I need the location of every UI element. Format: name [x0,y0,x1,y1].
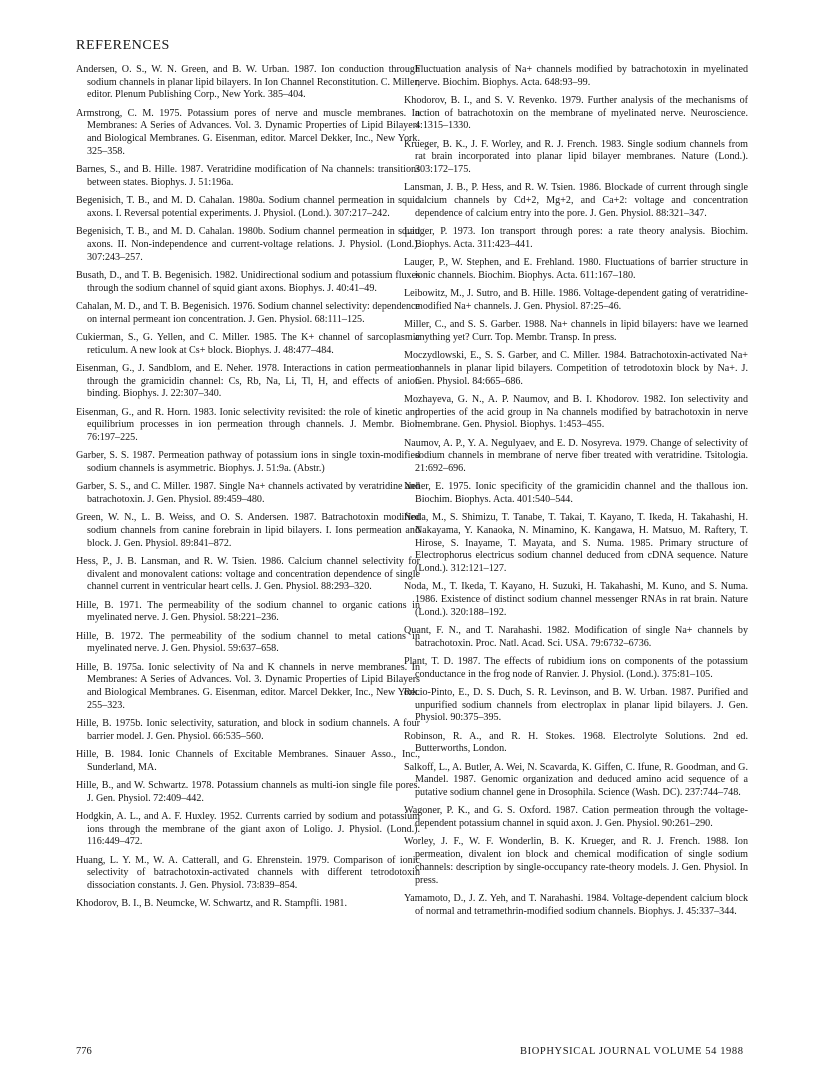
reference-column-left [76,64,420,917]
reference-entry: Begenisich, T. B., and M. D. Cahalan. 1980a. Sodium channel permeation in squid axons. I. Reversal potential experiments. J. Physiol. (Lond.). 307:217–242. [76,195,420,219]
reference-entry: Moczydlowski, E., S. S. Garber, and C. Miller. 1984. Batrachotoxin-activated Na+ channels in planar lipid bilayers. Competition of tetrodotoxin block by Na+. J. Gen. Physiol. 84:665–686. [404,350,748,387]
reference-entry: Krueger, B. K., J. F. Worley, and R. J. French. 1983. Single sodium channels from rat brain incorporated into planar lipid bilayer membranes. Nature (Lond.). 303:172–175. [404,138,748,176]
reference-entry: Noda, M., T. Ikeda, T. Kayano, H. Suzuki, H. Takahashi, M. Kuno, and S. Numa. 1986. Existence of distinct sodium channel messenger RNAs in rat brain. Nature (Lond.). 320:188–192. [404,581,748,618]
reference-entry: Yamamoto, D., J. Z. Yeh, and T. Narahashi. 1984. Voltage-dependent calcium block of normal and tetramethrin-modified sodium channels. Biophys. J. 45:337–344. [404,892,748,917]
reference-entry: Noda, M., S. Shimizu, T. Tanabe, T. Takai, T. Kayano, T. Ikeda, H. Takahashi, H. Nakayama, Y. Kanaoka, N. Minamino, K. Kangawa, H. Matsuo, M. Raftery, T. Hirose, S. Inayame, T. Mayata, and S. Numa. 1985. Primary structure of Electrophorus electricus sodium channel deduced from cDNA sequence. Nature (Lond.). 312:121–127. [404,512,748,575]
reference-entry: Wagoner, P. K., and G. S. Oxford. 1987. Cation permeation through the voltage-dependent potassium channel in squid axon. J. Gen. Physiol. 90:261–290. [404,805,748,830]
reference-entry: Hille, B., and W. Schwartz. 1978. Potassium channels as multi-ion single file pores. J. Gen. Physiol. 72:409–442. [76,780,420,804]
reference-entry: Hille, B. 1975a. Ionic selectivity of Na and K channels in nerve membranes. In Membranes: A Series of Advances. Vol. 3. Dynamic Properties of Lipid Bilayers and Biological Membranes. G. Eisenman, editor. Marcel Dekker, Inc., New York. 255–323. [76,661,420,711]
page-number: 776 [76,1046,92,1057]
reference-entry: Hess, P., J. B. Lansman, and R. W. Tsien. 1986. Calcium channel selectivity for divalent and monovalent cations: voltage and concentration dependence of single channel current in ventricular heart cells. J. Gen. Physiol. 88:293–320. [76,555,420,593]
reference-entry: Green, W. N., L. B. Weiss, and O. S. Andersen. 1987. Batrachotoxin modified sodium channels from canine forebrain in lipid bilayers. I. Ions permeation and block. J. Gen. Physiol. 89:841–872. [76,512,420,549]
reference-entry: Garber, S. S. 1987. Permeation pathway of potassium ions in single toxin-modified sodium channels is asymmetric. Biophys. J. 51:9a. (Abstr.) [76,450,420,474]
reference-entry: Barnes, S., and B. Hille. 1987. Veratridine modification of Na channels: transitions between states. Biophys. J. 51:196a. [76,164,420,188]
reference-entry: Mozhayeva, G. N., A. P. Naumov, and B. I. Khodorov. 1982. Ion selectivity and properties of the acid group in Na channels modified by batrachotoxin in nerve membrane. Gen. Physiol. Biophys. 1:453–455. [404,393,748,431]
reference-entry: Cahalan, M. D., and T. B. Begenisich. 1976. Sodium channel selectivity: dependence on internal permeant ion concentration. J. Gen. Physiol. 68:111–125. [76,300,420,325]
reference-entry: Hille, B. 1972. The permeability of the sodium channel to metal cations in myelinated nerve. J. Gen. Physiol. 59:637–658. [76,630,420,655]
reference-entry: Salkoff, L., A. Butler, A. Wei, N. Scavarda, K. Giffen, C. Ifune, R. Goodman, and G. Mandel. 1987. Genomic organization and deduced amino acid sequence of a putative sodium channel gene in Drosophila. Science (Wash. DC). 237:744–748. [404,761,748,799]
reference-entry: Hille, B. 1984. Ionic Channels of Excitable Membranes. Sinauer Asso., Inc., Sunderland, MA. [76,749,420,773]
reference-entry: Garber, S. S., and C. Miller. 1987. Single Na+ channels activated by veratridine and batrachotoxin. J. Gen. Physiol. 89:459–480. [76,481,420,505]
reference-entry: Fluctuation analysis of Na+ channels modified by batrachotoxin in myelinated nerve. Biochim. Biophys. Acta. 648:93–99. [415,64,748,88]
reference-entry: Quant, F. N., and T. Narahashi. 1982. Modification of single Na+ channels by batrachotoxin. Proc. Natl. Acad. Sci. USA. 79:6732–6736. [404,625,748,649]
reference-entry: Hille, B. 1975b. Ionic selectivity, saturation, and block in sodium channels. A four barrier model. J. Gen. Physiol. 66:535–560. [76,718,420,742]
reference-entry: Eisenman, G., J. Sandblom, and E. Neher. 1978. Interactions in cation permeation through the gramicidin channel: Cs, Rb, Na, Li, Tl, H, and effects of anion binding. Biophys. J. 22:307–340. [76,362,420,400]
reference-entry: Khodorov, B. I., B. Neumcke, W. Schwartz, and R. Stampfli. 1981. [76,898,348,910]
reference-entry: Huang, L. Y. M., W. A. Catterall, and G. Ehrenstein. 1979. Comparison of ionic selectivity of batrachotoxin-activated channels with different tetrodotoxin dissociation constants. J. Gen. Physiol. 73:839–854. [76,854,420,892]
reference-entry: Begenisich, T. B., and M. D. Cahalan. 1980b. Sodium channel permeation in squid axons. II. Non-independence and current-voltage relations. J. Physiol. (Lond.). 307:243–257. [76,226,420,263]
reference-entry: Eisenman, G., and R. Horn. 1983. Ionic selectivity revisited: the role of kinetic and equilibrium processes in ion permeation through channels. J. Membr. Biol. 76:197–225. [76,406,420,443]
reference-entry: Cukierman, S., G. Yellen, and C. Miller. 1985. The K+ channel of sarcoplasmic reticulum. A new look at Cs+ block. Biophys. J. 48:477–484. [76,331,420,356]
reference-entry: Neher, E. 1975. Ionic specificity of the gramicidin channel and the thallous ion. Biochim. Biophys. Acta. 401:540–544. [404,481,748,505]
reference-column-right [404,64,748,924]
reference-entry: Plant, T. D. 1987. The effects of rubidium ions on components of the potassium conductance in the frog node of Ranvier. J. Physiol. (Lond.). 375:81–105. [404,656,748,680]
reference-entry: Miller, C., and S. S. Garber. 1988. Na+ channels in lipid bilayers: have we learned anything yet? Curr. Top. Membr. Transp. In press. [404,319,748,343]
references-heading: REFERENCES [76,38,170,53]
reference-entry: Hille, B. 1971. The permeability of the sodium channel to organic cations in myelinated nerve. J. Gen. Physiol. 58:221–236. [76,599,420,624]
reference-entry: Recio-Pinto, E., D. S. Duch, S. R. Levinson, and B. W. Urban. 1987. Purified and unpurified sodium channels from electroplax in planar lipid bilayers. J. Gen. Physiol. 90:375–395. [404,687,748,724]
reference-entry: Leibowitz, M., J. Sutro, and B. Hille. 1986. Voltage-dependent gating of veratridine-modified Na+ channels. J. Gen. Physiol. 87:25–46. [404,288,748,312]
reference-entry: Naumov, A. P., Y. A. Negulyaev, and E. D. Nosyreva. 1979. Change of selectivity of sodium channels in membrane of nerve fiber treated with veratridine. Tsitologia. 21:692–696. [404,437,748,474]
reference-entry: Lansman, J. B., P. Hess, and R. W. Tsien. 1986. Blockade of current through single calcium channels by Cd+2, Mg+2, and Ca+2: voltage and concentration dependence of calcium entry into the pore. J. Gen. Physiol. 88:321–347. [404,182,748,219]
reference-entry: Lauger, P., W. Stephen, and E. Frehland. 1980. Fluctuations of barrier structure in ionic channels. Biochim. Biophys. Acta. 611:167–180. [404,257,748,281]
reference-entry: Armstrong, C. M. 1975. Potassium pores of nerve and muscle membranes. In Membranes: A Series of Advances. Vol. 3. Dynamic Properties of Lipid Bilayers and Biological Membranes. G. Eisenman, editor. Marcel Dekker, Inc., New York. 325–358. [76,107,420,157]
reference-entry: Khodorov, B. I., and S. V. Revenko. 1979. Further analysis of the mechanisms of action of batrachotoxin on the membrane of myelinated nerve. Neuroscience. 4:1315–1330. [404,95,748,132]
reference-entry: Worley, J. F., W. F. Wonderlin, B. K. Krueger, and R. J. French. 1988. Ion permeation, divalent ion block and chemical modification of single sodium channels: description by single-occupancy rate-theory models. J. Gen. Physiol. In press. [404,836,748,886]
reference-entry: Andersen, O. S., W. N. Green, and B. W. Urban. 1987. Ion conduction through sodium channels in planar lipid bilayers. In Ion Channel Reconstitution. C. Miller, editor. Plenum Publishing Corp., New York. 385–404. [76,64,420,101]
reference-entry: Lauger, P. 1973. Ion transport through pores: a rate theory analysis. Biochim. Biophys. Acta. 311:423–441. [404,226,748,250]
reference-entry: Hodgkin, A. L., and A. F. Huxley. 1952. Currents carried by sodium and potassium ions through the membrane of the giant axon of Loligo. J. Physiol. (Lond.). 116:449–472. [76,811,420,848]
reference-entry: Robinson, R. A., and R. H. Stokes. 1968. Electrolyte Solutions. 2nd ed. Butterworths, London. [404,730,748,755]
reference-entry: Busath, D., and T. B. Begenisich. 1982. Unidirectional sodium and potassium fluxes through the sodium channel of squid giant axons. Biophys. J. 40:41–49. [76,269,420,294]
journal-footer: BIOPHYSICAL JOURNAL VOLUME 54 1988 [520,1046,744,1057]
